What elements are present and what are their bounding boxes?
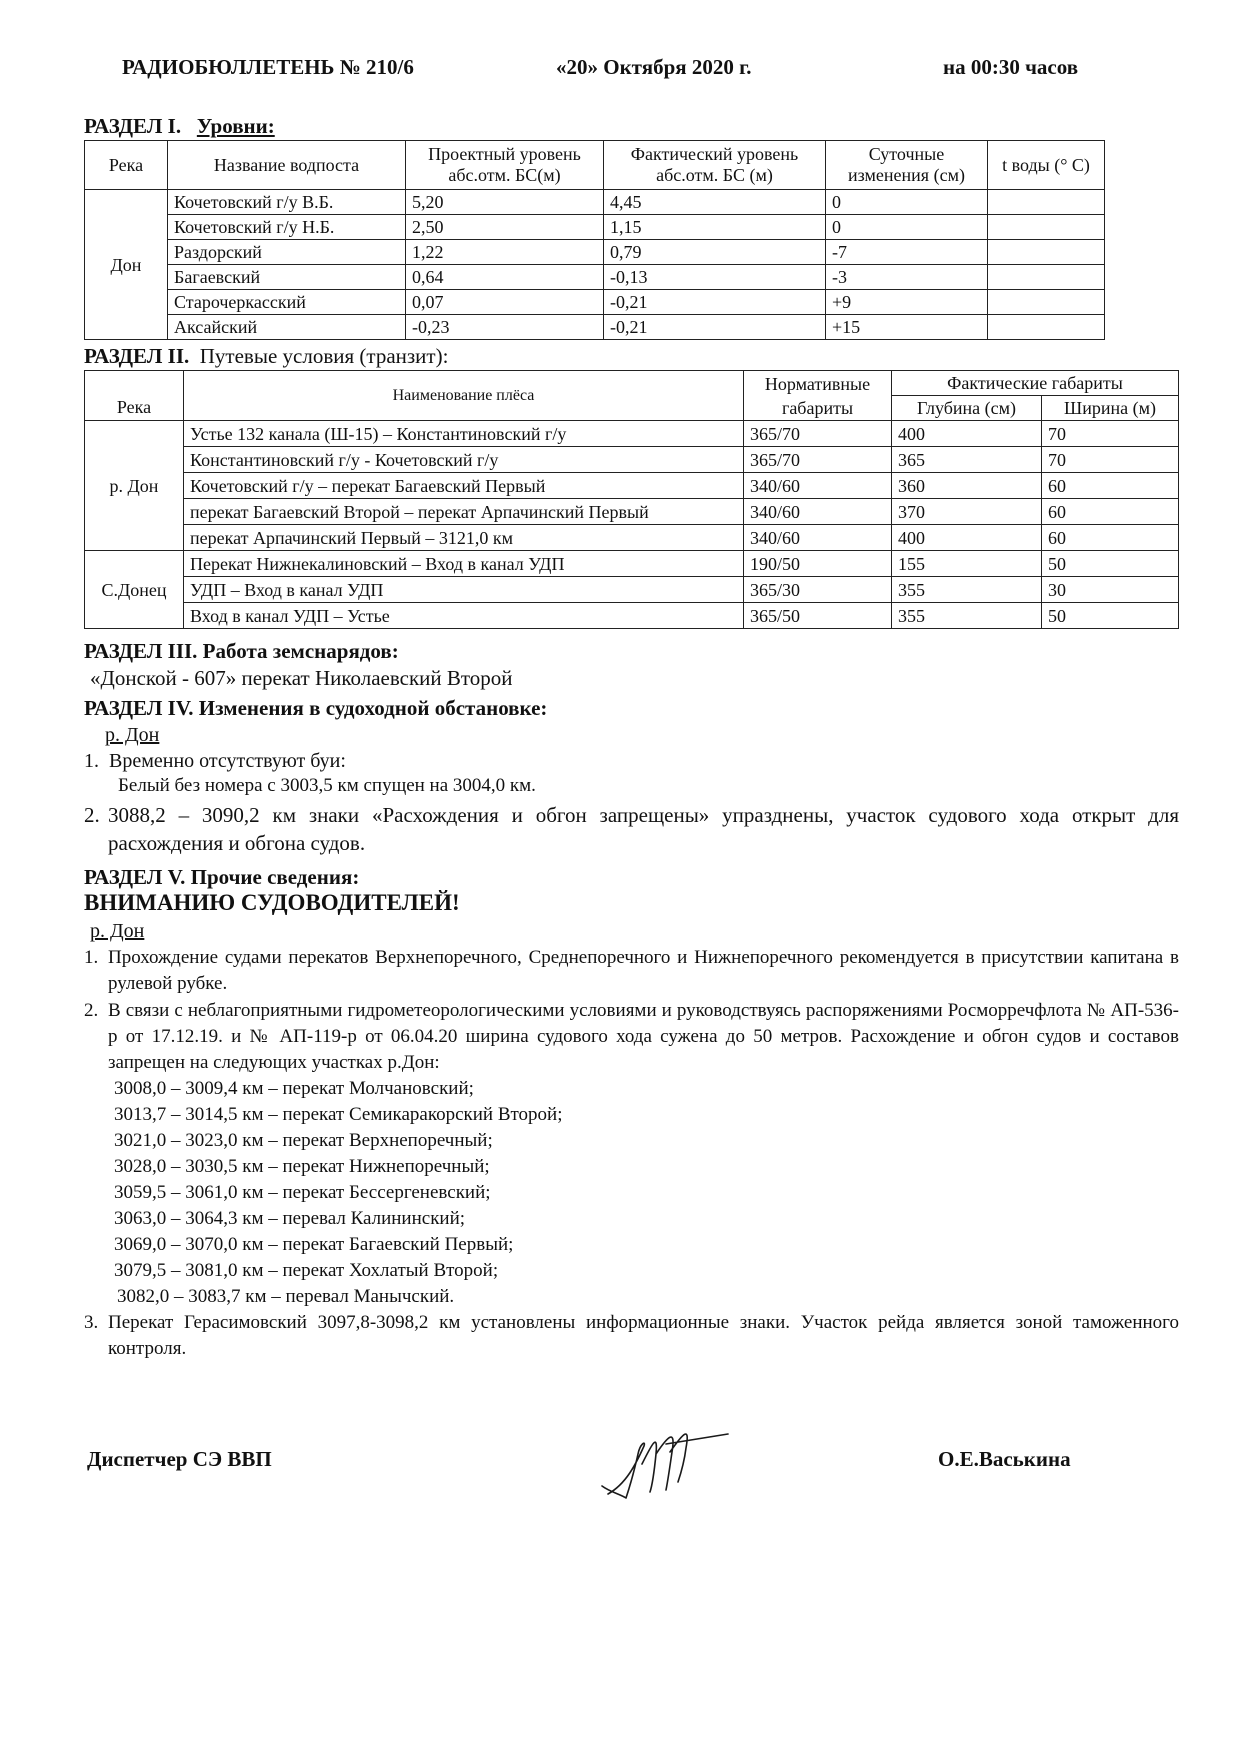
temp-cell — [988, 290, 1105, 315]
actual-cell: -0,13 — [604, 265, 826, 290]
depth-cell: 355 — [892, 577, 1042, 603]
actual-cell: 0,79 — [604, 240, 826, 265]
levels-col-actual: Фактический уровень абс.отм. БС (м) — [604, 141, 826, 190]
temp-cell — [988, 215, 1105, 240]
restricted-segments-list — [114, 1076, 563, 1310]
stretch-cell: Перекат Нижнекалиновский – Вход в канал УДП — [184, 551, 744, 577]
levels-col-project: Проектный уровень абс.отм. БС(м) — [406, 141, 604, 190]
item-number: 2. — [84, 1000, 99, 1021]
transit-col-norm: Нормативные габариты — [744, 371, 892, 421]
temp-cell — [988, 265, 1105, 290]
table-row — [85, 551, 1179, 577]
table-row — [85, 290, 1105, 315]
depth-cell: 400 — [892, 421, 1042, 447]
dispatcher-name: О.Е.Васькина — [938, 1447, 1071, 1471]
transit-river-cell: С.Донец — [85, 551, 184, 629]
section3-heading: РАЗДЕЛ III. Работа земснарядов: — [84, 639, 399, 663]
section1-title: Уровни: — [196, 114, 275, 138]
table-row — [85, 447, 1179, 473]
levels-river-cell: Дон — [85, 190, 168, 340]
project-cell: 2,50 — [406, 215, 604, 240]
norm-cell: 365/50 — [744, 603, 892, 629]
section1-number: РАЗДЕЛ I. — [84, 114, 182, 138]
actual-cell: 4,45 — [604, 190, 826, 215]
levels-col-post: Название водпоста — [168, 141, 406, 190]
section2-number: РАЗДЕЛ II. — [84, 344, 190, 368]
table-row — [85, 190, 1105, 215]
levels-header-row — [85, 141, 1105, 190]
item-number: 2. — [84, 803, 100, 827]
section2-heading — [84, 344, 448, 369]
transit-header-row — [85, 371, 1179, 396]
item-text: Временно отсутствуют буи: — [109, 750, 346, 772]
stretch-cell: Вход в канал УДП – Устье — [184, 603, 744, 629]
depth-cell: 370 — [892, 499, 1042, 525]
width-cell: 60 — [1042, 499, 1179, 525]
post-cell: Раздорский — [168, 240, 406, 265]
list-item: 3063,0 – 3064,3 км – перевал Калининский; — [114, 1208, 466, 1229]
norm-cell: 190/50 — [744, 551, 892, 577]
stretch-cell: Устье 132 канала (Ш-15) – Константиновский г/у — [184, 421, 744, 447]
change-cell: -7 — [826, 240, 988, 265]
change-cell: +15 — [826, 315, 988, 340]
bulletin-title: РАДИОБЮЛЛЕТЕНЬ № 210/6 — [122, 55, 414, 79]
table-row — [85, 265, 1105, 290]
section5-item3 — [84, 1310, 1179, 1362]
bulletin-header — [0, 55, 1240, 85]
list-item: 3082,0 – 3083,7 км – перевал Манычский. — [117, 1286, 455, 1307]
project-cell: 1,22 — [406, 240, 604, 265]
list-item: 3059,5 – 3061,0 км – перекат Бессергеневский; — [114, 1182, 491, 1203]
norm-cell: 365/70 — [744, 447, 892, 473]
table-row — [85, 603, 1179, 629]
actual-cell: -0,21 — [604, 315, 826, 340]
post-cell: Кочетовский г/у В.Б. — [168, 190, 406, 215]
change-cell: -3 — [826, 265, 988, 290]
section5-heading: РАЗДЕЛ V. Прочие сведения: — [84, 865, 360, 889]
width-cell: 50 — [1042, 551, 1179, 577]
item-text: Прохождение судами перекатов Верхнепоречного, Среднепоречного и Нижнепоречного рекомендуется в присутствии капитана в рулевой рубке. — [108, 947, 1179, 994]
section4-item2 — [84, 801, 1179, 857]
norm-cell: 365/30 — [744, 577, 892, 603]
item-text: В связи с неблагоприятными гидрометеорологическими условиями и руководствуясь распоряжениями Росморречфлота № АП-536-р от 17.12.19. и № АП-119-р от 06.04.20 ширина судового хода сужена до 50 метров. Расхождение и обгон судов и составов запрещен на следующих участках р.Дон: — [108, 1000, 1179, 1073]
transit-col-width: Ширина (м) — [1042, 396, 1179, 421]
post-cell: Старочеркасский — [168, 290, 406, 315]
table-row — [85, 499, 1179, 525]
post-cell: Аксайский — [168, 315, 406, 340]
table-row — [85, 315, 1105, 340]
levels-col-change: Суточные изменения (см) — [826, 141, 988, 190]
list-item: 3079,5 – 3081,0 км – перекат Хохлатый Второй; — [114, 1260, 499, 1281]
project-cell: 0,64 — [406, 265, 604, 290]
attention-heading: ВНИМАНИЮ СУДОВОДИТЕЛЕЙ! — [84, 890, 460, 915]
norm-cell: 340/60 — [744, 473, 892, 499]
table-row — [85, 240, 1105, 265]
temp-cell — [988, 190, 1105, 215]
change-cell: 0 — [826, 190, 988, 215]
post-cell: Кочетовский г/у Н.Б. — [168, 215, 406, 240]
item-number: 1. — [84, 750, 99, 772]
list-item: 3028,0 – 3030,5 км – перекат Нижнепоречный; — [114, 1156, 490, 1177]
transit-table — [84, 370, 1179, 629]
depth-cell: 400 — [892, 525, 1042, 551]
post-cell: Багаевский — [168, 265, 406, 290]
transit-col-river: Река — [85, 371, 184, 421]
section5-item2 — [84, 998, 1179, 1076]
depth-cell: 365 — [892, 447, 1042, 473]
stretch-cell: перекат Арпачинский Первый – 3121,0 км — [184, 525, 744, 551]
levels-col-temp: t воды (° С) — [988, 141, 1105, 190]
dispatcher-title: Диспетчер СЭ ВВП — [87, 1447, 272, 1471]
bulletin-date: «20» Октября 2020 г. — [556, 55, 752, 79]
width-cell: 60 — [1042, 473, 1179, 499]
item-number: 1. — [84, 947, 99, 968]
project-cell: 5,20 — [406, 190, 604, 215]
item-text: Перекат Герасимовский 3097,8-3098,2 км установлены информационные знаки. Участок рейда является зоной таможенного контроля. — [108, 1312, 1179, 1359]
norm-cell: 365/70 — [744, 421, 892, 447]
section5-item1 — [84, 945, 1179, 997]
change-cell: 0 — [826, 215, 988, 240]
table-row — [85, 215, 1105, 240]
stretch-cell: УДП – Вход в канал УДП — [184, 577, 744, 603]
section4-item1 — [84, 750, 346, 773]
list-item: 3013,7 – 3014,5 км – перекат Семикаракорский Второй; — [114, 1104, 563, 1125]
item-number: 3. — [84, 1312, 99, 1333]
section4-heading: РАЗДЕЛ IV. Изменения в судоходной обстановке: — [84, 696, 548, 720]
bulletin-time: на 00:30 часов — [943, 55, 1079, 79]
actual-cell: -0,21 — [604, 290, 826, 315]
section1-heading — [84, 114, 275, 139]
section2-title: Путевые условия (транзит): — [199, 344, 449, 368]
width-cell: 30 — [1042, 577, 1179, 603]
signature-icon — [596, 1424, 736, 1514]
width-cell: 70 — [1042, 421, 1179, 447]
temp-cell — [988, 315, 1105, 340]
list-item: 3008,0 – 3009,4 км – перекат Молчановский; — [114, 1078, 474, 1099]
table-row — [85, 421, 1179, 447]
temp-cell — [988, 240, 1105, 265]
table-row — [85, 473, 1179, 499]
depth-cell: 360 — [892, 473, 1042, 499]
section4-river: р. Дон — [105, 724, 160, 746]
transit-col-depth: Глубина (см) — [892, 396, 1042, 421]
transit-river-cell: р. Дон — [85, 421, 184, 551]
list-item: 3069,0 – 3070,0 км – перекат Багаевский Первый; — [114, 1234, 514, 1255]
stretch-cell: перекат Багаевский Второй – перекат Арпачинский Первый — [184, 499, 744, 525]
width-cell: 60 — [1042, 525, 1179, 551]
project-cell: -0,23 — [406, 315, 604, 340]
section5-river: р. Дон — [90, 920, 145, 942]
transit-col-stretch: Наименование плёса — [184, 371, 744, 421]
stretch-cell: Кочетовский г/у – перекат Багаевский Первый — [184, 473, 744, 499]
actual-cell: 1,15 — [604, 215, 826, 240]
project-cell: 0,07 — [406, 290, 604, 315]
levels-col-river: Река — [85, 141, 168, 190]
transit-col-actual-group: Фактические габариты — [892, 371, 1179, 396]
stretch-cell: Константиновский г/у - Кочетовский г/у — [184, 447, 744, 473]
norm-cell: 340/60 — [744, 499, 892, 525]
table-row — [85, 577, 1179, 603]
width-cell: 70 — [1042, 447, 1179, 473]
change-cell: +9 — [826, 290, 988, 315]
list-item: 3021,0 – 3023,0 км – перекат Верхнепоречный; — [114, 1130, 493, 1151]
item-text: 3088,2 – 3090,2 км знаки «Расхождения и обгон запрещены» упразднены, участок судового хода открыт для расхождения и обгона судов. — [108, 803, 1179, 855]
dredger-text: «Донской - 607» перекат Николаевский Второй — [90, 666, 513, 690]
section4-item1-sub: Белый без номера с 3003,5 км спущен на 3004,0 км. — [118, 775, 536, 796]
depth-cell: 355 — [892, 603, 1042, 629]
levels-table — [84, 140, 1105, 340]
width-cell: 50 — [1042, 603, 1179, 629]
depth-cell: 155 — [892, 551, 1042, 577]
table-row — [85, 525, 1179, 551]
norm-cell: 340/60 — [744, 525, 892, 551]
